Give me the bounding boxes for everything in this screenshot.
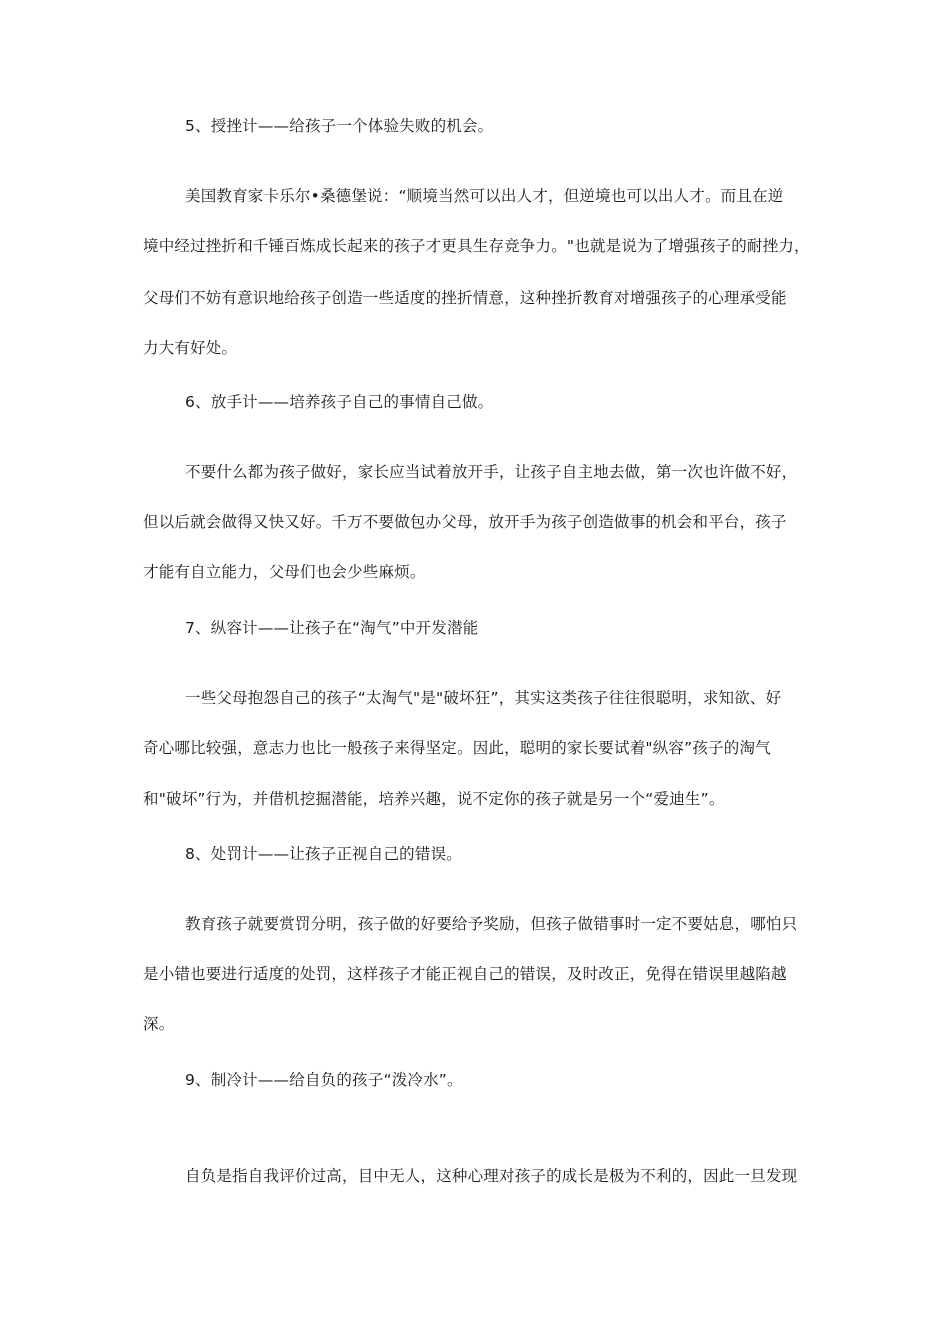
paragraph-line: 才能有自立能力，父母们也会少些麻烦。	[143, 563, 426, 581]
paragraph-line: 一些父母抱怨自己的孩子“太淘气"是"破坏狂”，其实这类孩子往往很聪明，求知欲、好	[185, 689, 782, 707]
paragraph-line: 教育孩子就要赏罚分明，孩子做的好要给予奖励，但孩子做错事时一定不要姑息，哪怕只	[185, 915, 798, 933]
heading-9: 9、制冷计——给自负的孩子“泼冷水”。	[185, 1071, 463, 1089]
paragraph-line: 奇心哪比较强，意志力也比一般孩子来得坚定。因此，聪明的家长要试着"纵容”孩子的淘气	[143, 739, 771, 757]
heading-7: 7、纵容计——让孩子在“淘气”中开发潜能	[185, 619, 479, 637]
paragraph-line: 力大有好处。	[143, 339, 238, 357]
paragraph-line: 不要什么都为孩子做好，家长应当试着放开手，让孩子自主地去做，第一次也许做不好，	[185, 463, 798, 481]
paragraph-line: 美国教育家卡乐尔•桑德堡说：“顺境当然可以出人才，但逆境也可以出人才。而且在逆	[185, 187, 784, 205]
paragraph-line: 但以后就会做得又快又好。千万不要做包办父母，放开手为孩子创造做事的机会和平台，孩子	[143, 513, 787, 531]
paragraph-line: 深。	[143, 1015, 175, 1033]
paragraph-line: 和"破坏”行为，并借机挖掘潜能，培养兴趣，说不定你的孩子就是另一个“爱迪生”。	[143, 790, 725, 808]
paragraph-line: 父母们不妨有意识地给孩子创造一些适度的挫折情意，这种挫折教育对增强孩子的心理承受能	[143, 289, 787, 307]
heading-8: 8、处罚计——让孩子正视自己的错误。	[185, 845, 462, 863]
heading-6: 6、放手计——培养孩子自己的事情自己做。	[185, 393, 494, 411]
paragraph-line: 境中经过挫折和千锤百炼成长起来的孩子才更具生存竞争力。"也就是说为了增强孩子的耐挫力，	[143, 237, 810, 255]
heading-5: 5、授挫计——给孩子一个体验失败的机会。	[185, 117, 494, 135]
paragraph-line: 自负是指自我评价过高，目中无人，这种心理对孩子的成长是极为不利的，因此一旦发现	[185, 1167, 798, 1185]
paragraph-line: 是小错也要进行适度的处罚，这样孩子才能正视自己的错误，及时改正，免得在错误里越陷越	[143, 965, 787, 983]
